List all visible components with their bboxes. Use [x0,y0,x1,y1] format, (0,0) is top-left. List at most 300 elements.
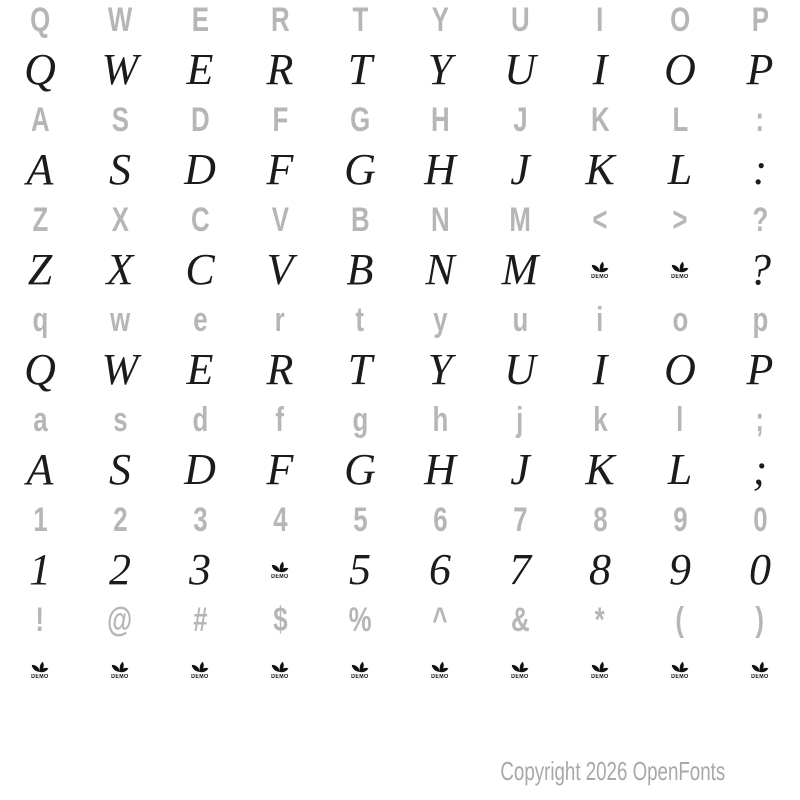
char-cell-r13c4 [240,595,320,645]
char-cell-r5c7 [480,195,560,245]
char-cell-r4c4 [240,145,320,195]
char-cell-r12c5 [320,545,400,595]
demo-font-glyph: 3 [189,545,211,594]
demo-font-glyph: M [501,245,539,294]
demo-font-glyph: F [266,145,294,194]
char-cell-r4c5 [320,145,400,195]
demo-ornament-icon [269,561,291,580]
char-cell-r2c7 [480,45,560,95]
demo-font-glyph: ; [752,445,768,494]
demo-font-glyph: U [504,345,536,394]
char-cell-r4c3 [160,145,240,195]
demo-font-glyph: D [184,445,216,494]
demo-font-glyph: G [344,445,376,494]
demo-ornament-icon [429,661,451,680]
demo-font-glyph: O [664,345,696,394]
demo-font-glyph: R [266,345,294,394]
reference-glyph: T [352,1,368,39]
demo-font-glyph: 2 [109,545,131,594]
demo-font-glyph: E [186,45,214,94]
demo-ornament-label: DEMO [271,673,289,680]
reference-glyph: 3 [192,501,208,539]
demo-font-glyph: I [592,45,608,94]
demo-ornament-label: DEMO [671,673,689,680]
reference-glyph: 5 [352,501,368,539]
char-cell-r14c5 [320,645,400,695]
char-cell-r7c8 [560,295,640,345]
char-cell-r10c8 [560,445,640,495]
char-cell-r12c9 [640,545,720,595]
char-cell-r13c7 [480,595,560,645]
char-cell-r13c9 [640,595,720,645]
char-cell-r13c3 [160,595,240,645]
reference-glyph: a [32,401,48,439]
reference-glyph: d [192,401,208,439]
reference-glyph: Y [431,1,449,39]
demo-font-glyph: L [667,445,693,494]
reference-glyph: 9 [672,501,688,539]
char-cell-r5c2 [80,195,160,245]
reference-glyph: # [192,601,208,639]
char-cell-r7c3 [160,295,240,345]
char-cell-r7c10 [720,295,800,345]
reference-glyph: X [111,201,129,239]
reference-glyph: $ [272,601,288,639]
reference-glyph: S [111,101,129,139]
char-cell-r12c7 [480,545,560,595]
char-cell-r2c4 [240,45,320,95]
char-cell-r8c1 [0,345,80,395]
char-cell-r4c10 [720,145,800,195]
char-cell-r3c5 [320,95,400,145]
demo-ornament-icon [509,661,531,680]
char-cell-r1c9 [640,0,720,45]
char-cell-r3c3 [160,95,240,145]
reference-glyph: * [594,601,606,639]
demo-font-glyph: K [585,145,615,194]
reference-glyph: f [275,401,285,439]
char-row-3-reference [0,95,800,145]
reference-glyph: ; [755,401,765,439]
char-cell-r10c2 [80,445,160,495]
demo-font-glyph: 7 [509,545,531,594]
demo-font-glyph: K [585,445,615,494]
char-cell-r8c10 [720,345,800,395]
reference-glyph: P [751,1,769,39]
char-cell-r2c9 [640,45,720,95]
char-cell-r10c3 [160,445,240,495]
reference-glyph: Z [32,201,48,239]
char-row-14-demo [0,645,800,695]
char-cell-r1c2 [80,0,160,45]
char-cell-r5c10 [720,195,800,245]
char-cell-r11c10 [720,495,800,545]
reference-glyph: g [352,401,368,439]
char-cell-r3c6 [400,95,480,145]
char-cell-r11c9 [640,495,720,545]
char-cell-r12c10 [720,545,800,595]
reference-glyph: M [509,201,531,239]
demo-font-glyph: S [109,145,131,194]
char-cell-r3c9 [640,95,720,145]
demo-font-glyph: J [510,145,530,194]
demo-font-glyph: L [667,145,693,194]
char-cell-r9c6 [400,395,480,445]
char-cell-r14c2 [80,645,160,695]
demo-font-glyph: A [26,145,54,194]
demo-ornament-icon [669,661,691,680]
demo-font-glyph: G [344,145,376,194]
char-cell-r14c9 [640,645,720,695]
char-cell-r13c10 [720,595,800,645]
char-cell-r4c6 [400,145,480,195]
char-cell-r5c8 [560,195,640,245]
demo-font-glyph: E [186,345,214,394]
char-cell-r5c1 [0,195,80,245]
demo-font-glyph: S [109,445,131,494]
reference-glyph: ( [675,601,685,639]
char-cell-r2c10 [720,45,800,95]
char-cell-r6c9 [640,245,720,295]
char-cell-r3c1 [0,95,80,145]
char-cell-r12c8 [560,545,640,595]
reference-glyph: 8 [592,501,608,539]
demo-ornament-label: DEMO [751,673,769,680]
char-row-11-reference [0,495,800,545]
demo-font-glyph: Z [27,245,53,294]
reference-glyph: j [516,401,524,439]
char-row-13-reference [0,595,800,645]
demo-ornament-label: DEMO [111,673,129,680]
reference-glyph: F [272,101,288,139]
char-cell-r1c10 [720,0,800,45]
char-cell-r7c2 [80,295,160,345]
demo-ornament-icon [109,661,131,680]
char-cell-r12c2 [80,545,160,595]
demo-ornament-icon [189,661,211,680]
reference-glyph: % [348,601,372,639]
demo-ornament-label: DEMO [271,573,289,580]
char-row-1-reference [0,0,800,45]
demo-font-glyph: 9 [669,545,691,594]
demo-ornament-label: DEMO [511,673,529,680]
reference-glyph: > [672,201,688,239]
char-cell-r1c8 [560,0,640,45]
char-cell-r9c7 [480,395,560,445]
reference-glyph: J [512,101,528,139]
char-cell-r12c1 [0,545,80,595]
demo-font-glyph: H [424,145,456,194]
char-cell-r2c5 [320,45,400,95]
demo-font-glyph: J [510,445,530,494]
reference-glyph: 0 [752,501,768,539]
reference-glyph: s [112,401,128,439]
demo-font-glyph: W [101,45,139,94]
char-cell-r8c7 [480,345,560,395]
demo-ornament-label: DEMO [31,673,49,680]
reference-glyph: p [752,301,768,339]
char-cell-r6c3 [160,245,240,295]
demo-font-glyph: U [504,45,536,94]
demo-ornament-label: DEMO [591,673,609,680]
char-row-2-demo [0,45,800,95]
char-cell-r10c6 [400,445,480,495]
demo-font-glyph: A [26,445,54,494]
demo-font-glyph: T [347,345,373,394]
demo-font-glyph: X [106,245,134,294]
char-cell-r7c1 [0,295,80,345]
demo-font-glyph: P [746,345,774,394]
reference-glyph: e [192,301,208,339]
demo-ornament-label: DEMO [431,673,449,680]
char-cell-r14c8 [560,645,640,695]
reference-glyph: 2 [112,501,128,539]
reference-glyph: u [512,301,528,339]
char-cell-r3c8 [560,95,640,145]
char-cell-r1c4 [240,0,320,45]
char-cell-r9c10 [720,395,800,445]
char-cell-r11c3 [160,495,240,545]
reference-glyph: K [590,101,610,139]
reference-glyph: 4 [272,501,288,539]
char-cell-r12c6 [400,545,480,595]
char-cell-r3c7 [480,95,560,145]
char-row-5-reference [0,195,800,245]
char-cell-r14c6 [400,645,480,695]
char-cell-r2c3 [160,45,240,95]
char-cell-r6c7 [480,245,560,295]
char-cell-r10c9 [640,445,720,495]
char-cell-r14c1 [0,645,80,695]
reference-glyph: 6 [432,501,448,539]
reference-glyph: B [350,201,370,239]
char-cell-r12c4 [240,545,320,595]
char-cell-r6c10 [720,245,800,295]
reference-glyph: ^ [432,601,448,639]
char-cell-r10c10 [720,445,800,495]
reference-glyph: U [510,1,530,39]
demo-ornament-icon [589,261,611,280]
char-cell-r1c1 [0,0,80,45]
char-cell-r9c8 [560,395,640,445]
char-cell-r14c3 [160,645,240,695]
char-row-9-reference [0,395,800,445]
demo-font-glyph: F [266,445,294,494]
demo-ornament-label: DEMO [671,273,689,280]
demo-font-glyph: R [266,45,294,94]
char-cell-r9c2 [80,395,160,445]
reference-glyph: E [191,1,209,39]
char-cell-r11c5 [320,495,400,545]
char-cell-r11c7 [480,495,560,545]
reference-glyph: Q [29,1,51,39]
char-cell-r13c6 [400,595,480,645]
demo-ornament-icon [749,661,771,680]
reference-glyph: D [190,101,210,139]
char-cell-r8c8 [560,345,640,395]
reference-glyph: ! [35,601,45,639]
reference-glyph: L [672,101,688,139]
reference-glyph: < [592,201,608,239]
demo-ornament-icon [349,661,371,680]
char-cell-r11c4 [240,495,320,545]
char-cell-r11c2 [80,495,160,545]
demo-font-glyph: 1 [29,545,51,594]
demo-font-glyph: H [424,445,456,494]
char-cell-r4c8 [560,145,640,195]
char-cell-r11c6 [400,495,480,545]
char-cell-r13c2 [80,595,160,645]
char-cell-r10c4 [240,445,320,495]
reference-glyph: ) [755,601,765,639]
demo-font-glyph: D [184,145,216,194]
char-cell-r10c5 [320,445,400,495]
demo-font-glyph: : [752,145,768,194]
char-cell-r2c8 [560,45,640,95]
reference-glyph: O [669,1,691,39]
reference-glyph: i [596,301,604,339]
char-cell-r5c3 [160,195,240,245]
reference-glyph: w [109,301,131,339]
reference-glyph: h [432,401,448,439]
demo-ornament-label: DEMO [191,673,209,680]
demo-font-glyph: T [347,45,373,94]
char-cell-r8c5 [320,345,400,395]
reference-glyph: W [107,1,133,39]
reference-glyph: r [274,301,286,339]
char-cell-r11c1 [0,495,80,545]
demo-ornament-icon [29,661,51,680]
char-cell-r6c8 [560,245,640,295]
char-cell-r9c3 [160,395,240,445]
reference-glyph: 7 [512,501,528,539]
char-cell-r14c4 [240,645,320,695]
char-cell-r13c1 [0,595,80,645]
reference-glyph: G [349,101,371,139]
char-cell-r11c8 [560,495,640,545]
char-cell-r6c2 [80,245,160,295]
demo-font-glyph: Q [24,45,56,94]
char-cell-r5c9 [640,195,720,245]
reference-glyph: N [430,201,450,239]
demo-font-glyph: W [101,345,139,394]
char-cell-r3c10 [720,95,800,145]
demo-ornament-label: DEMO [591,273,609,280]
demo-font-glyph: Y [427,45,453,94]
char-cell-r8c9 [640,345,720,395]
demo-font-glyph: N [425,245,455,294]
reference-glyph: V [271,201,289,239]
char-cell-r1c6 [400,0,480,45]
demo-font-glyph: P [746,45,774,94]
char-row-10-demo [0,445,800,495]
char-row-8-demo [0,345,800,395]
demo-font-glyph: 5 [349,545,371,594]
demo-ornament-icon [269,661,291,680]
char-cell-r9c4 [240,395,320,445]
char-cell-r9c1 [0,395,80,445]
char-row-4-demo [0,145,800,195]
char-cell-r8c2 [80,345,160,395]
char-cell-r5c4 [240,195,320,245]
char-cell-r12c3 [160,545,240,595]
char-cell-r8c3 [160,345,240,395]
demo-font-glyph: C [185,245,215,294]
reference-glyph: y [432,301,448,339]
reference-glyph: l [676,401,684,439]
char-cell-r14c10 [720,645,800,695]
reference-glyph: o [672,301,688,339]
demo-ornament-icon [669,261,691,280]
char-cell-r6c5 [320,245,400,295]
reference-glyph: k [592,401,608,439]
demo-ornament-icon [589,661,611,680]
reference-glyph: A [30,101,50,139]
char-cell-r6c1 [0,245,80,295]
char-cell-r4c2 [80,145,160,195]
char-cell-r4c7 [480,145,560,195]
reference-glyph: R [270,1,290,39]
reference-glyph: @ [107,601,133,639]
char-row-7-reference [0,295,800,345]
char-cell-r2c2 [80,45,160,95]
reference-glyph: C [190,201,210,239]
char-cell-r10c7 [480,445,560,495]
char-cell-r7c5 [320,295,400,345]
reference-glyph: t [355,301,365,339]
char-cell-r14c7 [480,645,560,695]
demo-font-glyph: Q [24,345,56,394]
char-cell-r1c7 [480,0,560,45]
char-cell-r10c1 [0,445,80,495]
char-cell-r1c3 [160,0,240,45]
char-row-6-demo [0,245,800,295]
char-cell-r9c5 [320,395,400,445]
char-cell-r7c7 [480,295,560,345]
reference-glyph: q [32,301,48,339]
char-cell-r4c9 [640,145,720,195]
char-cell-r3c2 [80,95,160,145]
demo-font-glyph: 8 [589,545,611,594]
char-cell-r2c6 [400,45,480,95]
char-cell-r9c9 [640,395,720,445]
char-cell-r6c6 [400,245,480,295]
demo-font-glyph: Y [427,345,453,394]
demo-font-glyph: 0 [749,545,771,594]
char-cell-r7c4 [240,295,320,345]
char-cell-r5c5 [320,195,400,245]
reference-glyph: : [755,101,765,139]
demo-ornament-label: DEMO [351,673,369,680]
reference-glyph: & [510,601,530,639]
char-cell-r5c6 [400,195,480,245]
char-cell-r8c6 [400,345,480,395]
demo-font-glyph: ? [749,245,771,294]
char-cell-r3c4 [240,95,320,145]
char-cell-r13c5 [320,595,400,645]
reference-glyph: H [430,101,450,139]
char-cell-r4c1 [0,145,80,195]
reference-glyph: ? [752,201,768,239]
char-cell-r7c6 [400,295,480,345]
copyright-text: Copyright 2026 OpenFonts [500,756,725,786]
char-cell-r6c4 [240,245,320,295]
char-cell-r13c8 [560,595,640,645]
demo-font-glyph: O [664,45,696,94]
char-cell-r2c1 [0,45,80,95]
reference-glyph: 1 [32,501,48,539]
char-cell-r8c4 [240,345,320,395]
